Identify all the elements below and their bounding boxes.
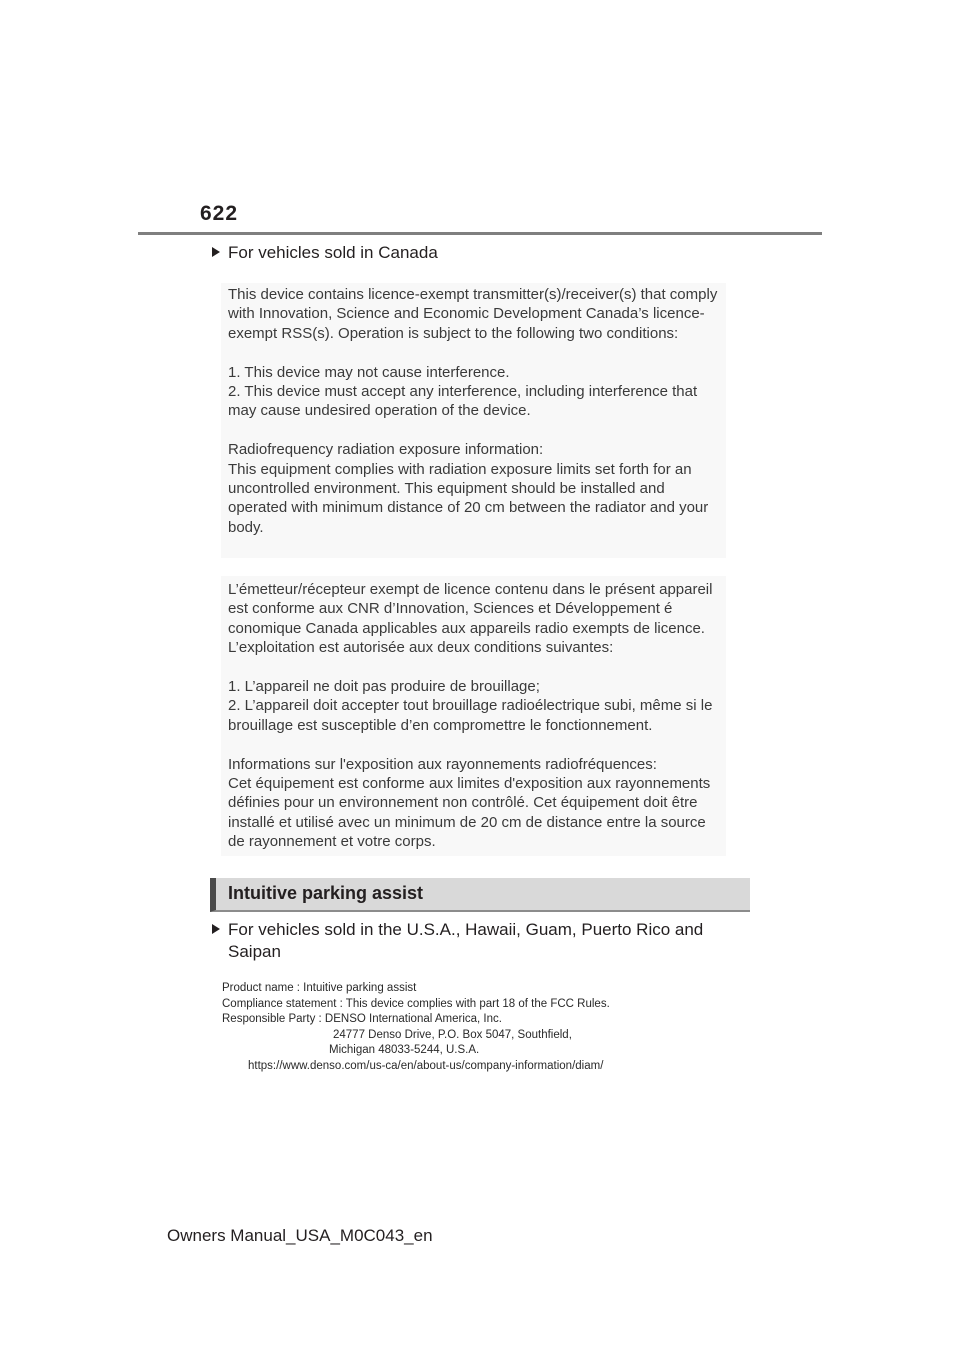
product-name: Product name : Intuitive parking assist [222,982,417,994]
notice-paragraph: 1. L’appareil ne doit pas produire de brouillage; 2. L’appareil doit accepter tout brouillage radioélectrique subi, même si le brouillage est susceptible d’en compromettre le fonctionnement. [228,678,713,734]
company-url: https://www.denso.com/us-ca/en/about-us/company-information/diam/ [248,1059,604,1072]
address-line-2: Michigan 48033-5244, U.S.A. [329,1044,480,1057]
canada-heading-text: For vehicles sold in Canada [228,243,438,262]
footer-manual-id: Owners Manual_USA_M0C043_en [167,1226,433,1245]
page-number: 622 [200,202,239,225]
triangle-bullet-icon [212,924,220,934]
notice-paragraph: Informations sur l'exposition aux rayonnements radiofréquences: Cet équipement est conforme aux limites d'exposition aux rayonnements définies pour un environnement non contrôlé. Cet équipement doit être installé et utilisé avec un minimum de 20 cm de distance entre la source de rayonnement et votre corps. [228,755,711,851]
triangle-bullet-icon [212,247,220,257]
notice-paragraph: Radiofrequency radiation exposure information: This equipment complies with radiation exposure limits set forth for an uncontrolled environment. This equipment should be installed and operated with minimum distance of 20 cm between the radiator and your body. [228,441,709,536]
notice-paragraph: L’émetteur/récepteur exempt de licence contenu dans le présent appareil est conforme aux CNR d’Innovation, Sciences et Développement é conomique Canada applicables aux appareils radio exempts de licence. L’exploitation est autorisée aux deux conditions suivantes: [228,581,713,657]
canada-heading [212,242,438,264]
fcc-product-info [222,981,662,1075]
section-header [210,878,750,912]
address-line-1: 24777 Denso Drive, P.O. Box 5047, Southfield, [333,1028,572,1041]
header-rule [138,232,822,235]
canada-notice-english [221,283,726,558]
responsible-party: Responsible Party : DENSO International America, Inc. [222,1013,502,1026]
notice-paragraph: This device contains licence-exempt transmitter(s)/receiver(s) that comply with Innovation, Science and Economic Development Canada’s licence-exempt RSS(s). Operation is subject to the following two conditions: [228,286,718,342]
canada-notice-french [221,576,726,856]
usa-heading-text: For vehicles sold in the U.S.A., Hawaii, Guam, Puerto Rico and Saipan [228,920,704,961]
section-title: Intuitive parking assist [228,883,424,903]
usa-heading [212,919,758,963]
notice-paragraph: 1. This device may not cause interference. 2. This device must accept any interference, including interference that may cause undesired operation of the device. [228,363,698,420]
compliance-statement: Compliance statement : This device complies with part 18 of the FCC Rules. [222,997,610,1010]
